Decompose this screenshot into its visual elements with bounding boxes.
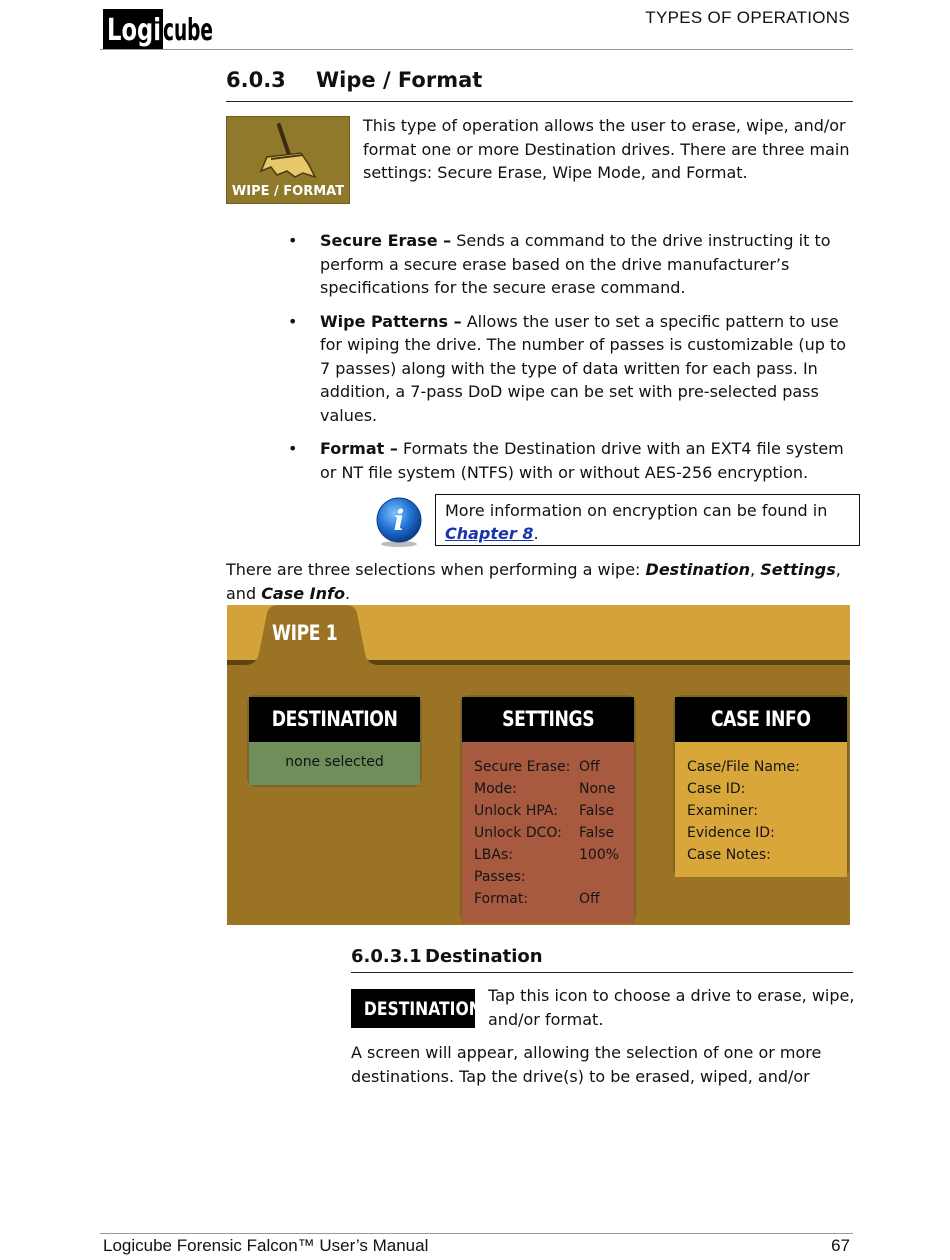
svg-text:cube: cube xyxy=(163,13,213,48)
settings-row: Format: Off xyxy=(474,891,600,907)
selections-paragraph: There are three selections when performing a wipe: Destination, Settings, and Case Info. xyxy=(226,560,841,603)
broom-icon xyxy=(257,123,321,181)
destination-card[interactable] xyxy=(247,695,422,787)
settings-list xyxy=(462,742,634,923)
destination-screen-paragraph: A screen will appear, allowing the selection of one or more destinations. Tap the drive(s) to be erased, wiped, and/or xyxy=(351,1043,822,1086)
footer-title: Logicube Forensic Falcon™ User’s Manual xyxy=(103,1236,429,1255)
header-section-title: TYPES OF OPERATIONS xyxy=(645,8,850,27)
case-info-card[interactable] xyxy=(673,695,849,877)
subsection-title: Destination xyxy=(425,946,543,967)
case-info-card-title: CASE INFO xyxy=(711,707,811,731)
header-divider xyxy=(100,49,853,50)
wipe-format-label: WIPE / FORMAT xyxy=(231,184,345,199)
svg-text:i: i xyxy=(393,504,405,537)
destination-card-title: DESTINATION xyxy=(271,707,398,731)
case-info-row: Evidence ID: xyxy=(687,825,775,841)
settings-row: Unlock HPA: False xyxy=(474,803,615,819)
subsection-heading xyxy=(351,946,543,967)
section-heading xyxy=(226,68,482,92)
wipe-tab-label[interactable]: WIPE 1 xyxy=(272,621,338,645)
settings-row: Passes: xyxy=(474,869,526,885)
settings-card[interactable] xyxy=(460,695,636,923)
intro-paragraph: This type of operation allows the user to erase, wipe, and/or format one or more Destination drives. There are three main settings: Secure Erase, Wipe Mode, and Format. xyxy=(363,116,850,182)
section-number: 6.0.3 xyxy=(226,68,286,92)
case-info-row: Case/File Name: xyxy=(687,759,800,775)
case-info-list xyxy=(675,742,847,877)
list-item: • Secure Erase – Sends a command to the drive instructing it to perform a secure erase based on the drive manufacturer’s specifications for the secure erase command. xyxy=(288,231,831,297)
case-info-row: Case ID: xyxy=(687,781,746,797)
page-number: 67 xyxy=(831,1236,850,1255)
destination-value: none selected xyxy=(249,742,420,785)
wipe-screen-screenshot xyxy=(227,605,850,925)
section-title: Wipe / Format xyxy=(316,68,483,92)
wipe-format-icon xyxy=(226,116,350,204)
case-info-row: Examiner: xyxy=(687,803,758,819)
chapter-8-link[interactable]: Chapter 8 xyxy=(445,524,534,543)
list-item: • Wipe Patterns – Allows the user to set a specific pattern to use for wiping the drive. The number of passes is customizable (up to 7 passes) along with the type of data written for each pass. In addition, a 7-pass DoD wipe can be set with pre-selected pass values. xyxy=(288,311,847,425)
settings-row: LBAs: 100% xyxy=(474,847,620,863)
settings-row: Mode: None xyxy=(474,781,616,797)
settings-bullet-list xyxy=(290,229,850,494)
destination-icon-button: DESTINATION xyxy=(351,989,475,1028)
footer-divider xyxy=(100,1233,853,1234)
settings-row: Secure Erase: Off xyxy=(474,759,600,775)
subsection-number: 6.0.3.1 xyxy=(351,946,422,967)
settings-row: Unlock DCO: False xyxy=(474,825,615,841)
section-divider xyxy=(226,101,853,102)
settings-card-title: SETTINGS xyxy=(501,707,595,731)
subsection-divider xyxy=(351,972,853,973)
list-item: • Format – Formats the Destination drive with an EXT4 file system or NT file system (NTFS) with or without AES-256 encryption. xyxy=(288,439,844,482)
logicube-logo xyxy=(103,7,213,50)
svg-text:Logi: Logi xyxy=(107,13,161,48)
destination-tap-text: Tap this icon to choose a drive to erase, wipe, and/or format. xyxy=(488,986,855,1029)
info-icon xyxy=(374,496,424,548)
encryption-note: More information on encryption can be found in Chapter 8. xyxy=(435,494,860,546)
case-info-row: Case Notes: xyxy=(687,847,771,863)
